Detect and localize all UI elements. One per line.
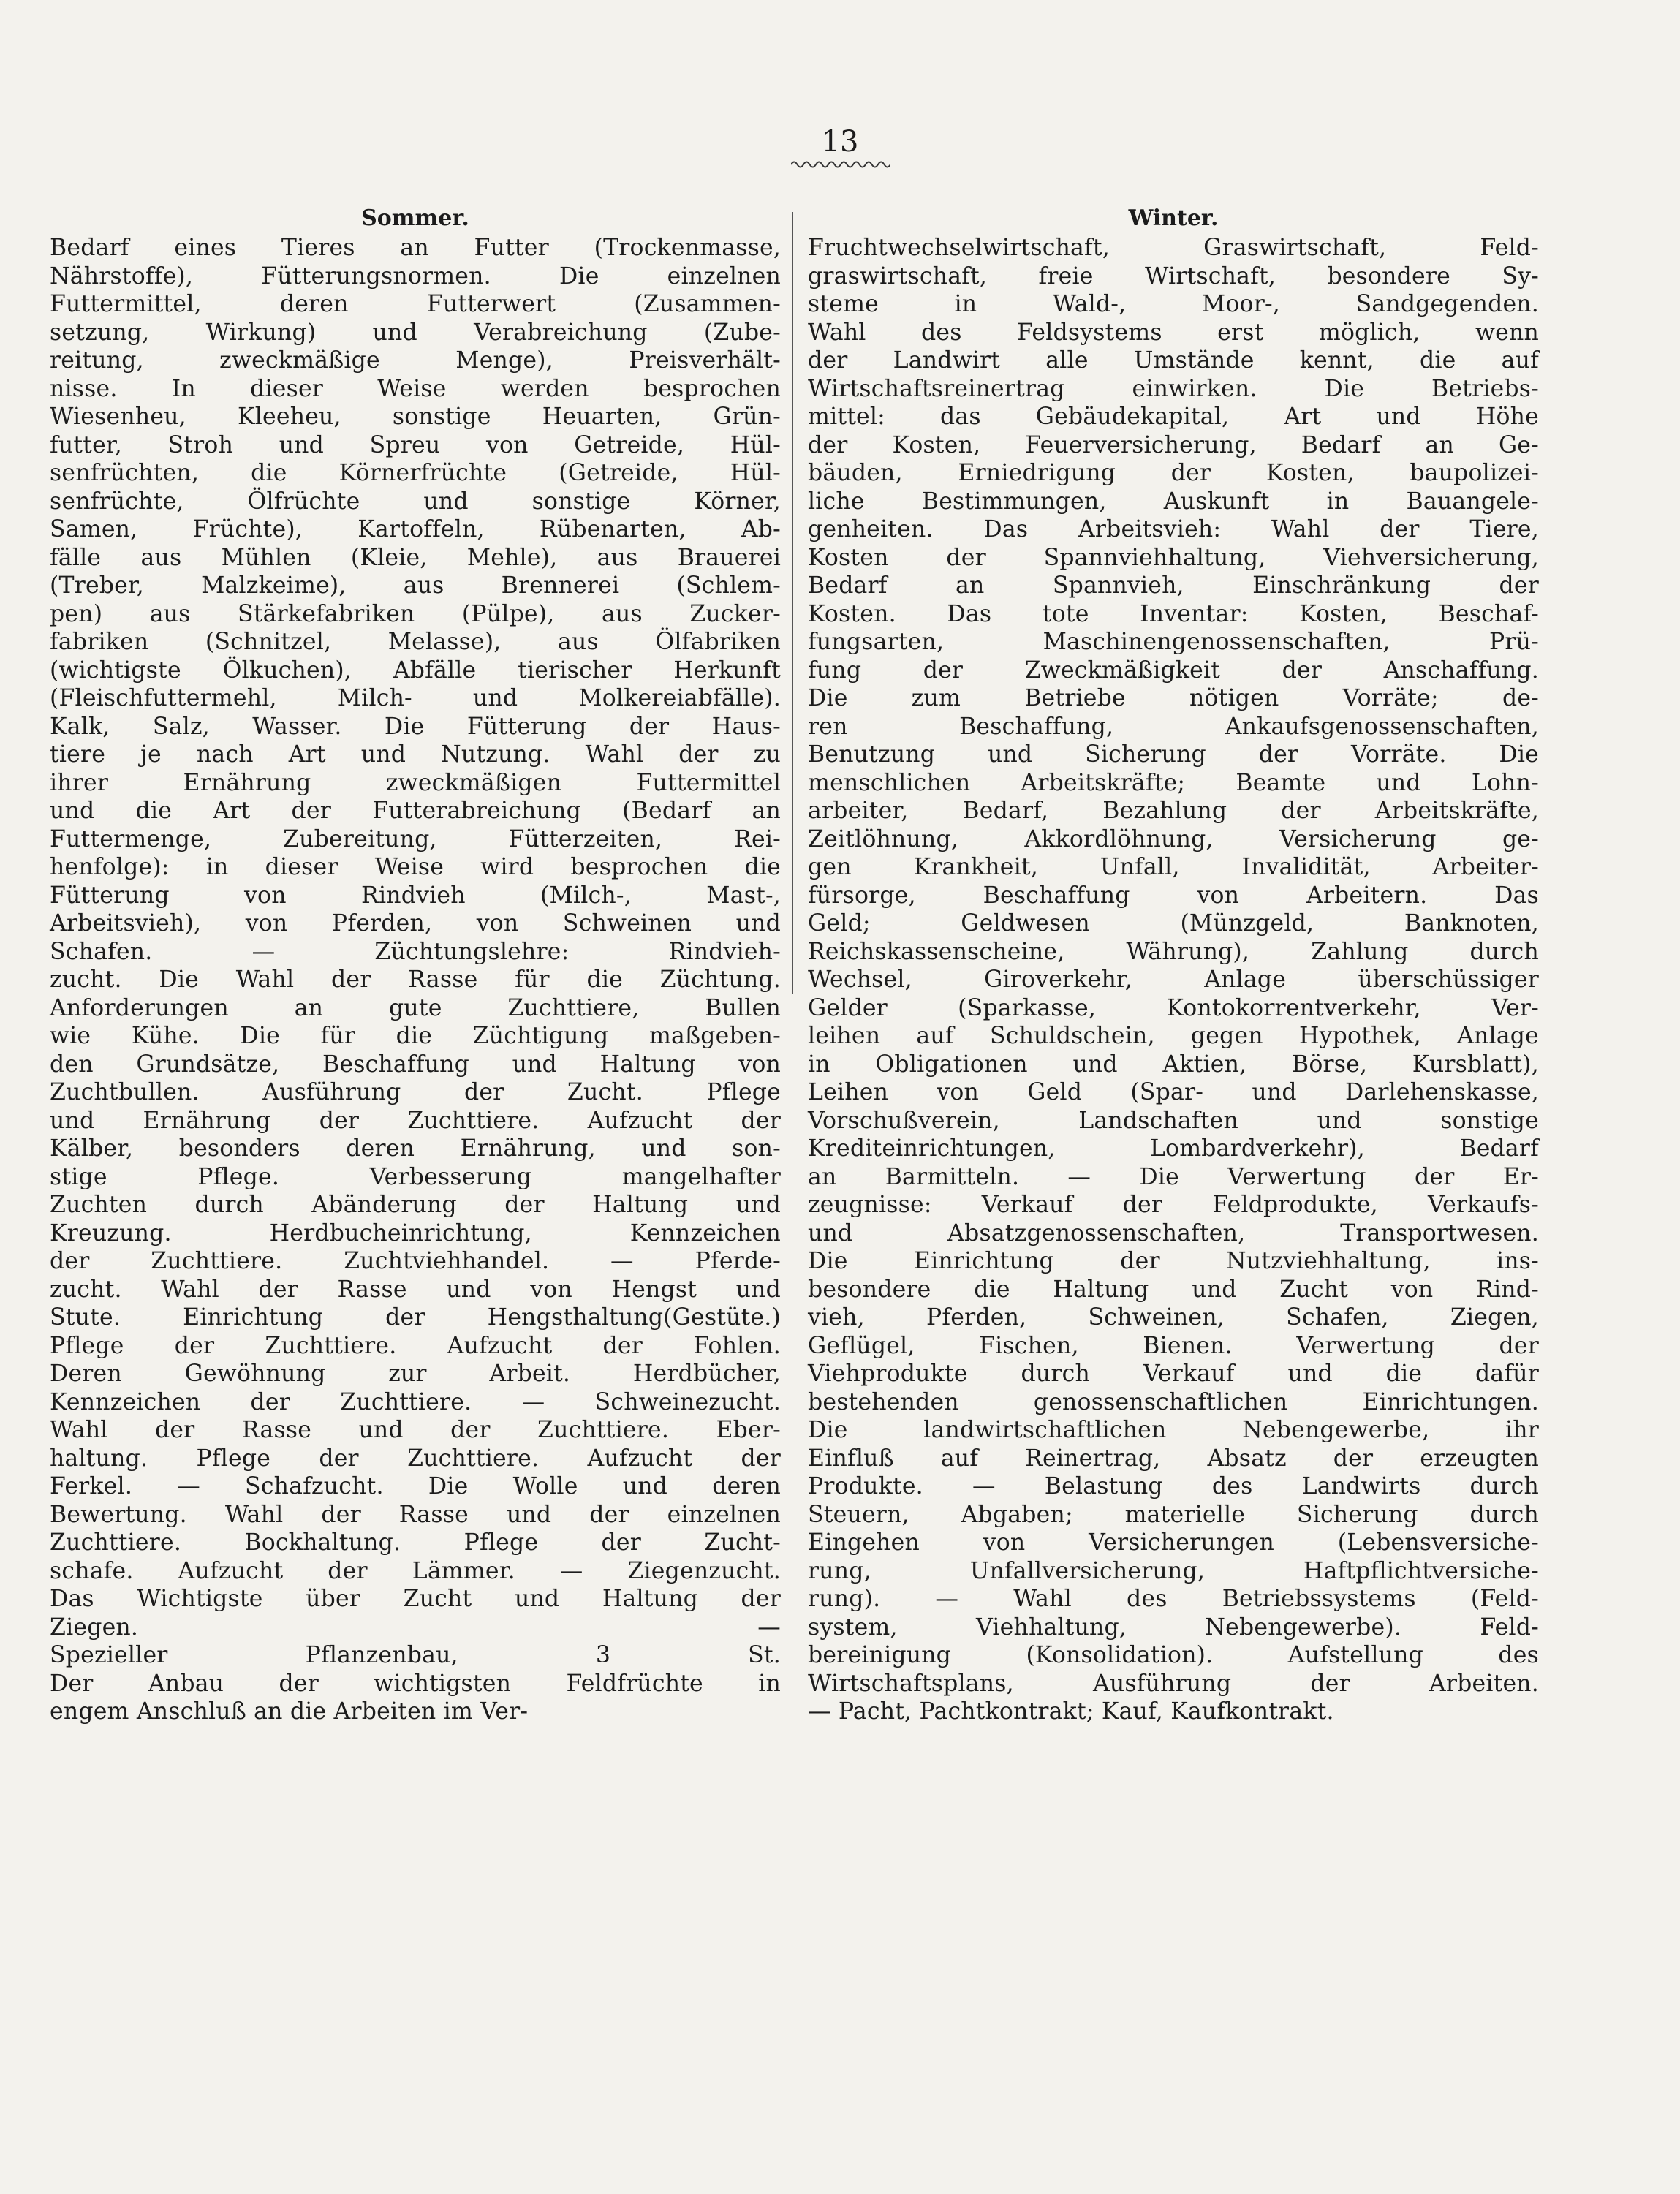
page-number: 13 [821, 125, 859, 159]
text-line: Deren Gewöhnung zur Arbeit. Herdbücher, [50, 1361, 781, 1387]
text-line: ihrer Ernährung zweckmäßigen Futtermittel [50, 769, 781, 796]
text-line: Bedarf an Spannvieh, Einschränkung der [808, 572, 1539, 599]
text-line: engem Anschluß an die Arbeiten im Ver- [50, 1698, 529, 1725]
text-line: Futtermenge, Zubereitung, Fütterzeiten, Rei- [50, 825, 781, 852]
text-line: nisse. In dieser Weise werden besprochen [50, 375, 781, 402]
text-line: henfolge): in dieser Weise wird besprochen die [50, 854, 781, 880]
right-column [808, 206, 1539, 1726]
text-line: Wahl der Rasse und der Zuchttiere. Eber- [50, 1417, 781, 1443]
text-line: Gelder (Sparkasse, Kontokorrentverkehr, Ver- [808, 994, 1539, 1021]
text-line: steme in Wald-, Moor-, Sandgegenden. [808, 291, 1539, 317]
text-line: Produkte. — Belastung des Landwirts durch [808, 1473, 1539, 1499]
text-line: Die Einrichtung der Nutzviehhaltung, ins- [808, 1248, 1539, 1274]
text-line: den Grundsätze, Beschaffung und Haltung von [50, 1051, 781, 1078]
text-line: — Pacht, Pachtkontrakt; Kauf, Kaufkontrakt. [808, 1698, 1334, 1725]
text-line: Der Anbau der wichtigsten Feldfrüchte in [50, 1670, 781, 1697]
text-line: schafe. Aufzucht der Lämmer. — Ziegenzucht. [50, 1557, 781, 1584]
text-line: Die landwirtschaftlichen Nebengewerbe, ihr [808, 1417, 1539, 1443]
text-line: rung). — Wahl des Betriebssystems (Feld- [808, 1586, 1539, 1612]
text-line: system, Viehhaltung, Nebengewerbe). Feld- [808, 1614, 1539, 1641]
text-line: graswirtschaft, freie Wirtschaft, besondere Sy- [808, 262, 1539, 290]
text-line: fälle aus Mühlen (Kleie, Mehle), aus Brauerei [50, 544, 781, 571]
column-divider [792, 212, 793, 994]
text-line: Das Wichtigste über Zucht und Haltung der [50, 1586, 781, 1612]
text-line: der Landwirt alle Umstände kennt, die auf [808, 347, 1539, 374]
text-line: Kosten. Das tote Inventar: Kosten, Beschaf- [808, 600, 1539, 627]
text-line: Wechsel, Giroverkehr, Anlage überschüssiger [808, 967, 1539, 993]
text-line: Zeitlöhnung, Akkordlöhnung, Versicherung ge- [808, 825, 1539, 852]
text-line: liche Bestimmungen, Auskunft in Bauangele- [808, 488, 1539, 515]
text-line: Leihen von Geld (Spar- und Darlehenskasse, [808, 1079, 1539, 1105]
text-line: bestehenden genossenschaftlichen Einrichtungen. [808, 1388, 1539, 1415]
text-line: Eingehen von Versicherungen (Lebensversiche- [808, 1529, 1539, 1556]
right-column-heading: Winter. [1128, 205, 1219, 231]
text-line: Ferkel. — Schafzucht. Die Wolle und deren [50, 1473, 781, 1499]
text-line: Viehprodukte durch Verkauf und die dafür [808, 1361, 1539, 1387]
text-line: Anforderungen an gute Zuchttiere, Bullen [50, 994, 781, 1021]
left-column-body [50, 234, 781, 1726]
text-line: (wichtigste Ölkuchen), Abfälle tierischer Herkunft [50, 657, 781, 684]
text-line: Kennzeichen der Zuchttiere. — Schweinezucht. [50, 1388, 781, 1415]
text-line: Krediteinrichtungen, Lombardverkehr), Bedarf [808, 1135, 1539, 1162]
text-line: ren Beschaffung, Ankaufsgenossenschaften, [808, 713, 1539, 740]
text-line: bäuden, Erniedrigung der Kosten, baupolizei- [808, 460, 1539, 486]
text-line: Stute. Einrichtung der Hengsthaltung(Gestüte.) [50, 1304, 781, 1331]
text-line: gen Krankheit, Unfall, Invalidität, Arbeiter- [808, 854, 1539, 880]
text-line: an Barmitteln. — Die Verwertung der Er- [808, 1163, 1539, 1190]
text-line: rung, Unfallversicherung, Haftpflichtversiche- [808, 1557, 1539, 1584]
text-line: Wiesenheu, Kleeheu, sonstige Heuarten, Grün- [50, 404, 781, 430]
text-line: Zuchttiere. Bockhaltung. Pflege der Zucht- [50, 1529, 781, 1556]
text-line: zeugnisse: Verkauf der Feldprodukte, Verkaufs- [808, 1192, 1539, 1218]
text-line: leihen auf Schuldschein, gegen Hypothek, Anlage [808, 1023, 1539, 1049]
text-line: Zuchten durch Abänderung der Haltung und [50, 1192, 781, 1218]
text-line: der Zuchttiere. Zuchtviehhandel. — Pferde- [50, 1248, 781, 1274]
left-column-heading: Sommer. [361, 205, 469, 231]
wavy-rule-ornament [791, 159, 890, 170]
text-line: der Kosten, Feuerversicherung, Bedarf an Ge- [808, 431, 1539, 458]
text-line: Ziegen. — [50, 1614, 781, 1641]
text-line: fungsarten, Maschinengenossenschaften, Prü- [808, 629, 1539, 655]
text-line: Wirtschaftsreinertrag einwirken. Die Betriebs- [808, 375, 1539, 402]
text-line: Kälber, besonders deren Ernährung, und son- [50, 1135, 781, 1162]
text-line: Zuchtbullen. Ausführung der Zucht. Pflege [50, 1079, 781, 1105]
text-line: tiere je nach Art und Nutzung. Wahl der zu [50, 741, 781, 768]
text-line: (Fleischfuttermehl, Milch- und Molkereiabfälle). [50, 685, 781, 711]
text-line: Futtermittel, deren Futterwert (Zusammen- [50, 291, 781, 317]
text-line: Bewertung. Wahl der Rasse und der einzelnen [50, 1501, 781, 1528]
text-line: Fütterung von Rindvieh (Milch-, Mast-, [50, 882, 781, 909]
text-line: und Ernährung der Zuchttiere. Aufzucht der [50, 1107, 781, 1134]
text-line: Vorschußverein, Landschaften und sonstige [808, 1107, 1539, 1134]
text-line: zucht. Die Wahl der Rasse für die Züchtung. [50, 967, 781, 993]
text-line: Kalk, Salz, Wasser. Die Fütterung der Haus- [50, 713, 781, 740]
text-line: Die zum Betriebe nötigen Vorräte; de- [808, 685, 1539, 711]
text-line: Samen, Früchte), Kartoffeln, Rübenarten, Ab- [50, 516, 781, 542]
text-line: pen) aus Stärkefabriken (Pülpe), aus Zucker- [50, 600, 781, 627]
text-line: mittel: das Gebäudekapital, Art und Höhe [808, 404, 1539, 430]
text-line: Einfluß auf Reinertrag, Absatz der erzeugten [808, 1445, 1539, 1472]
text-line: Pflege der Zuchttiere. Aufzucht der Fohlen. [50, 1332, 781, 1359]
text-line: Reichskassenscheine, Währung), Zahlung durch [808, 938, 1539, 965]
text-line: menschlichen Arbeitskräfte; Beamte und Lohn- [808, 769, 1539, 796]
text-line: setzung, Wirkung) und Verabreichung (Zube- [50, 319, 781, 346]
text-line: besondere die Haltung und Zucht von Rind- [808, 1276, 1539, 1303]
text-line: senfrüchten, die Körnerfrüchte (Getreide, Hül- [50, 460, 781, 486]
text-line: Geflügel, Fischen, Bienen. Verwertung der [808, 1332, 1539, 1359]
text-line: Wirtschaftsplans, Ausführung der Arbeiten. [808, 1670, 1539, 1697]
text-line: senfrüchte, Ölfrüchte und sonstige Körner, [50, 488, 781, 515]
right-column-body [808, 234, 1539, 1726]
text-line: und die Art der Futterabreichung (Bedarf an [50, 798, 781, 824]
text-line: stige Pflege. Verbesserung mangelhafter [50, 1163, 781, 1190]
text-line: reitung, zweckmäßige Menge), Preisverhält- [50, 347, 781, 374]
text-line: Kosten der Spannviehhaltung, Viehversicherung, [808, 544, 1539, 571]
text-line: fabriken (Schnitzel, Melasse), aus Ölfabriken [50, 629, 781, 655]
text-line: Steuern, Abgaben; materielle Sicherung durch [808, 1501, 1539, 1528]
text-line: (Treber, Malzkeime), aus Brennerei (Schlem- [50, 572, 781, 599]
text-line: Kreuzung. Herdbucheinrichtung, Kennzeichen [50, 1219, 781, 1247]
text-line: Geld; Geldwesen (Münzgeld, Banknoten, [808, 910, 1539, 937]
left-column [50, 206, 781, 1726]
text-line: Wahl des Feldsystems erst möglich, wenn [808, 319, 1539, 346]
text-line: bereinigung (Konsolidation). Aufstellung des [808, 1642, 1539, 1668]
text-line: Fruchtwechselwirtschaft, Graswirtschaft, Feld- [808, 235, 1539, 261]
text-line: und Absatzgenossenschaften, Transportwesen. [808, 1219, 1539, 1247]
text-line: wie Kühe. Die für die Züchtigung maßgeben- [50, 1023, 781, 1049]
text-line: haltung. Pflege der Zuchttiere. Aufzucht der [50, 1445, 781, 1472]
text-line: vieh, Pferden, Schweinen, Schafen, Ziegen, [808, 1304, 1539, 1331]
text-line: in Obligationen und Aktien, Börse, Kursblatt), [808, 1051, 1539, 1078]
text-line: Bedarf eines Tieres an Futter (Trockenmasse, [50, 235, 781, 261]
text-line: genheiten. Das Arbeitsvieh: Wahl der Tiere, [808, 516, 1539, 542]
text-line: fürsorge, Beschaffung von Arbeitern. Das [808, 882, 1539, 909]
text-line: Spezieller Pflanzenbau, 3 St. [50, 1642, 781, 1668]
text-line: fung der Zweckmäßigkeit der Anschaffung. [808, 657, 1539, 684]
text-line: Arbeitsvieh), von Pferden, von Schweinen und [50, 910, 781, 937]
text-line: futter, Stroh und Spreu von Getreide, Hül- [50, 431, 781, 458]
text-line: Benutzung und Sicherung der Vorräte. Die [808, 741, 1539, 768]
text-line: arbeiter, Bedarf, Bezahlung der Arbeitskräfte, [808, 798, 1539, 824]
text-line: Schafen. — Züchtungslehre: Rindvieh- [50, 938, 781, 965]
text-line: zucht. Wahl der Rasse und von Hengst und [50, 1276, 781, 1303]
text-line: Nährstoffe), Fütterungsnormen. Die einzelnen [50, 262, 781, 290]
